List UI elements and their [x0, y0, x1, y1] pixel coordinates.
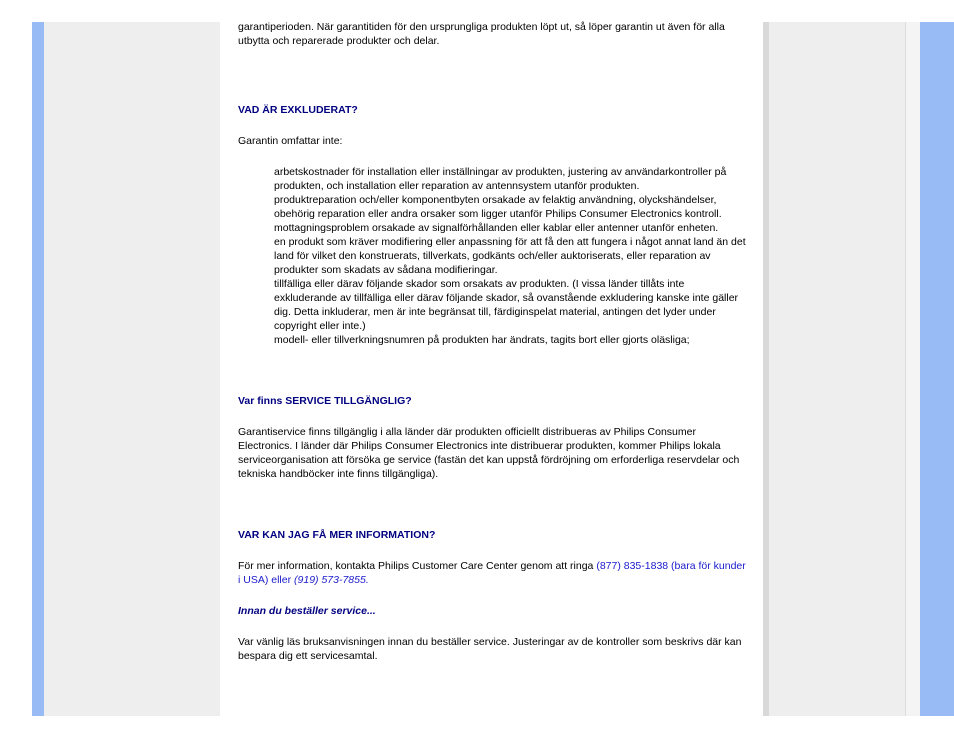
right-light-strip	[905, 22, 920, 716]
excluded-list	[238, 165, 746, 347]
list-item: arbetskostnader för installation eller inställningar av produkten, justering av användarkontroller på produkten, och installation eller reparation av antennsystem utanför produkten.	[274, 166, 727, 192]
list-item: tillfälliga eller därav följande skador som orsakats av produkten. (I vissa länder tillåts inte exkluderande av tillfälliga eller därav följande skador, så ovanstående exkludering kanske inte gäller dig. Detta inkluderar, men är inte begränsat till, färdiginspelat material, antingen det lyder under copyright eller inte.)	[274, 278, 739, 332]
right-blue-bar	[920, 22, 954, 716]
list-item: en produkt som kräver modifiering eller anpassning för att få den att fungera i något annat land än det land för vilket den konstruerats, tillverkats, godkänts och/eller auktoriserats, eller reparation av produkter som skadats av sådana modifieringar.	[274, 236, 746, 276]
before-service-heading: Innan du beställer service...	[238, 605, 376, 617]
info-heading: VAR KAN JAG FÅ MER INFORMATION?	[238, 529, 436, 541]
before-service-paragraph: Var vänlig läs bruksanvisningen innan du beställer service. Justeringar av de kontroller som beskrivs där kan bespara dig ett servicesamtal.	[238, 636, 742, 662]
service-paragraph: Garantiservice finns tillgänglig i alla länder där produkten officiellt distribueras av Philips Consumer Electronics. I länder där Philips Consumer Electronics inte distribuerar produkten, kommer Philips lokala serviceorganisation att försöka ge service (fastän det kan uppstå fördröjning om erforderliga reservdelar och tekniska handböcker inte finns tillgängliga).	[238, 426, 740, 480]
left-gray-panel	[44, 22, 220, 716]
info-text: För mer information, kontakta Philips Customer Care Center genom att ringa	[238, 560, 597, 572]
phone-link-alt[interactable]: (919) 573-7855.	[294, 574, 369, 586]
left-blue-bar	[32, 22, 44, 716]
excluded-intro: Garantin omfattar inte:	[238, 135, 343, 147]
phone-link[interactable]: (877) 835-1838 (bara för kunder i USA) eller	[238, 560, 746, 586]
service-heading: Var finns SERVICE TILLGÄNGLIG?	[238, 395, 412, 407]
info-paragraph	[238, 559, 746, 587]
list-item: modell- eller tillverkningsnumren på produkten har ändrats, tagits bort eller gjorts oläsliga;	[274, 334, 690, 346]
document-content	[238, 20, 746, 663]
intro-paragraph: garantiperioden. När garantitiden för den ursprungliga produkten löpt ut, så löper garantin ut även för alla utbytta och reparerade produkter och delar.	[238, 21, 725, 47]
list-item: mottagningsproblem orsakade av signalförhållanden eller kablar eller antenner utanför enheten.	[274, 222, 719, 234]
right-gray-panel	[769, 22, 905, 716]
list-item: produktreparation och/eller komponentbyten orsakade av felaktig användning, olyckshändelser, obehörig reparation eller andra orsaker som ligger utanför Philips Consumer Electronics kontroll.	[274, 194, 722, 220]
excluded-heading: VAD ÄR EXKLUDERAT?	[238, 104, 358, 116]
